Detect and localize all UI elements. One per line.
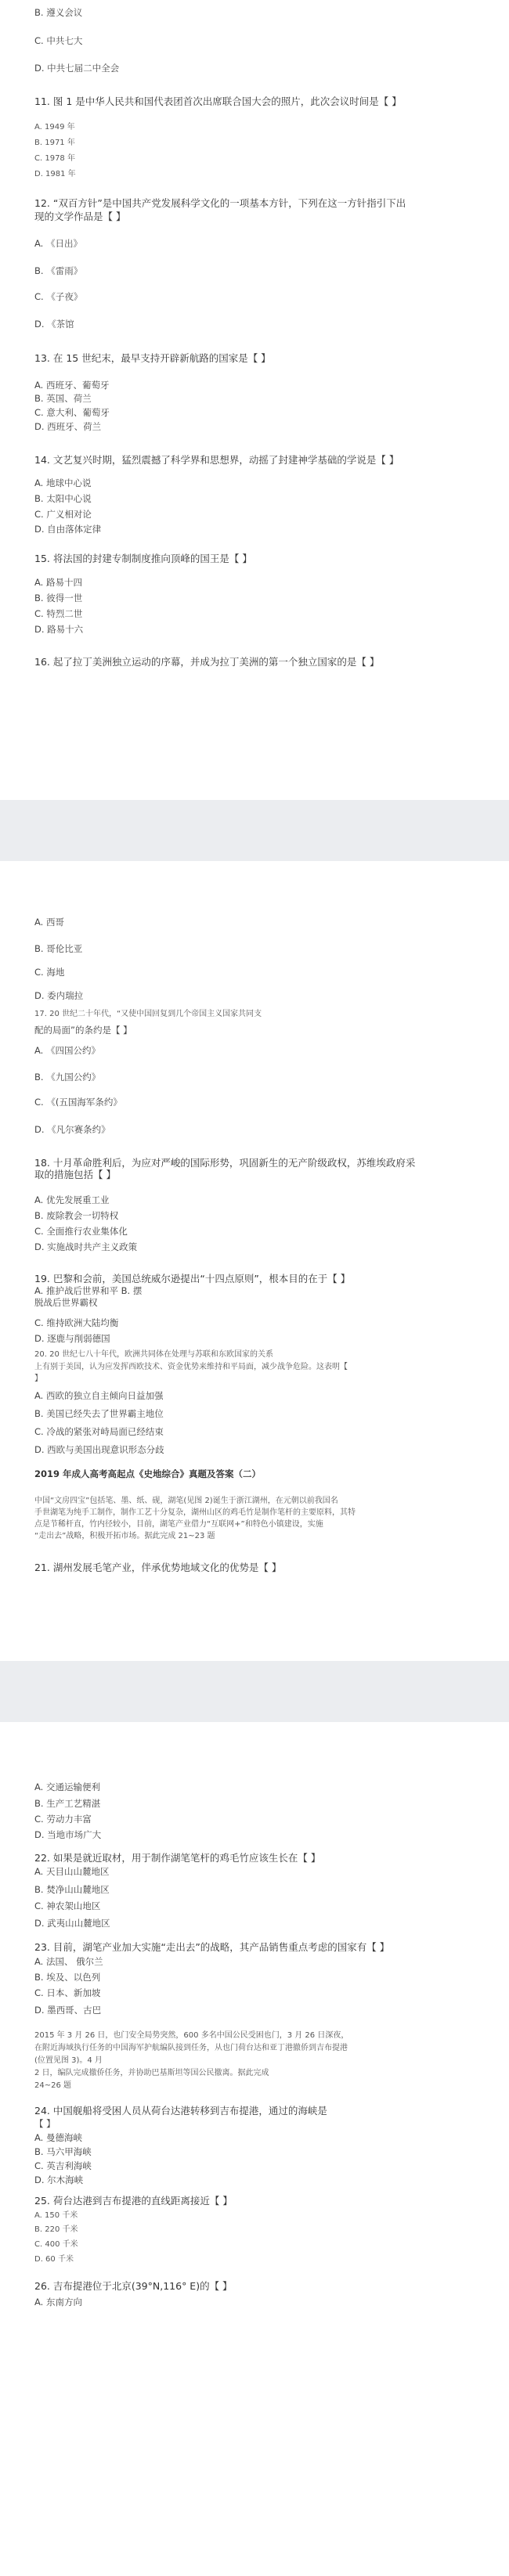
- text-line: B. 生产工艺精湛: [34, 1798, 101, 1809]
- text-line: C. 海地: [34, 967, 65, 978]
- question-text: 15. 将法国的封建专制制度推向顶峰的国王是【 】: [34, 553, 252, 564]
- text-line: 17. 20 世纪二十年代，“又使中国回复到几个帝国主义国家共同支: [34, 1010, 262, 1018]
- text-line: C. 特烈二世: [34, 608, 83, 619]
- text-line: A. 西哥: [34, 917, 64, 928]
- text-line: A. 法国、 俄尔兰: [34, 1956, 103, 1967]
- question-text: 13. 在 15 世纪末，最早支持开辟新航路的国家是【 】: [34, 352, 271, 364]
- text-line: B. 美国已经失去了世界霸主地位: [34, 1408, 164, 1419]
- text-line: C. 《(五国海军条约》: [34, 1097, 122, 1108]
- section-heading: 2019 年成人高考高起点《史地综合》真题及答案（二）: [34, 1468, 262, 1479]
- text-line: 【 】: [34, 2118, 56, 2129]
- text-line: A. 150 千米: [34, 2211, 78, 2220]
- text-line: D. 自由落体定律: [34, 524, 102, 535]
- text-line: A. 曼德海峡: [34, 2132, 82, 2143]
- text-line: C. 英吉利海峡: [34, 2160, 92, 2171]
- text-line: D. 60 千米: [34, 2255, 74, 2264]
- text-line: A. 1949 年: [34, 123, 75, 132]
- question-text: 现的文学作品是【 】: [34, 211, 126, 222]
- text-line: B. 埃及、以色列: [34, 1972, 101, 1983]
- question-text: 25. 荷台达港到吉布提港的直线距离接近【 】: [34, 2195, 233, 2207]
- text-line: 点是节稀杆直，竹内径较小，目前，湖笔产业借力“互联网+”和特色小镇建设，实施: [34, 1520, 323, 1529]
- text-line: B. 太阳中心说: [34, 493, 92, 504]
- text-line: 2015 年 3 月 26 日，也门安全局势突然，600 多名中国公民受困也门，3 月 26 日深夜，: [34, 2031, 349, 2040]
- document-page-3: [0, 1722, 509, 2576]
- question-text: 取的措施包括【 】: [34, 1169, 116, 1180]
- text-line: C. 全面推行农业集体化: [34, 1226, 128, 1237]
- question-text: 24. 中国舰船将受困人员从荷台达港转移到吉布提港，通过的海峡是: [34, 2105, 327, 2117]
- question-text: 23. 目前，湖笔产业加大实施“走出去”的战略，其产品销售重点考虑的国家有【 】: [34, 1941, 390, 1953]
- text-line: C. 意大利、葡萄牙: [34, 407, 110, 418]
- question-text: 18. 十月革命胜利后，为应对严峻的国际形势，巩固新生的无产阶级政权，苏维埃政府采: [34, 1157, 416, 1169]
- text-line: B. 马六甲海峡: [34, 2146, 92, 2157]
- text-line: B. 220 千米: [34, 2225, 78, 2234]
- question-text: 11. 图 1 是中华人民共和国代表团首次出席联合国大会的照片，此次会议时间是【 】: [34, 95, 402, 107]
- text-line: A. 西班牙、葡萄牙: [34, 380, 110, 391]
- text-line: D. 《茶馆: [34, 319, 74, 330]
- text-line: C. 中共七大: [34, 35, 83, 46]
- text-line: D. 武夷山山麓地区: [34, 1918, 110, 1929]
- text-line: C. 日本、新加坡: [34, 1987, 101, 1998]
- text-line: B. 废除教会一切特权: [34, 1210, 119, 1221]
- text-line: A. 《四国公约》: [34, 1045, 100, 1056]
- question-text: 19. 巴黎和会前，美国总统威尔逊提出“十四点原则”，根本目的在于【 】: [34, 1273, 351, 1284]
- text-line: C. 维持欧洲大陆均衡: [34, 1317, 119, 1328]
- text-line: A. 《日出》: [34, 238, 82, 249]
- text-line: D. 逐鹿与削弱德国: [34, 1333, 110, 1344]
- text-line: 中国“文房四宝”包括笔、墨、纸、砚，湖笔(见图 2)诞生于浙江湖州，在元朝以前我国名: [34, 1497, 338, 1505]
- text-line: C. 《子夜》: [34, 291, 83, 302]
- text-line: D. 《凡尔赛条约》: [34, 1124, 110, 1135]
- document-page-2: [0, 861, 509, 1661]
- text-line: A. 西欧的独立自主倾向日益加强: [34, 1390, 164, 1401]
- text-line: B. 《九国公约》: [34, 1072, 101, 1083]
- text-line: A. 优先发展重工业: [34, 1194, 110, 1205]
- text-line: B. 英国、荷兰: [34, 393, 92, 404]
- text-line: D. 西班牙、荷兰: [34, 421, 102, 432]
- document-page-1: [0, 0, 509, 800]
- text-line: D. 1981 年: [34, 170, 76, 178]
- page-separator: [0, 800, 509, 861]
- text-line: B. 《雷雨》: [34, 265, 83, 276]
- text-line: D. 西欧与美国出现意识形态分歧: [34, 1444, 164, 1455]
- text-line: 配的局面”的条约是【 】: [34, 1025, 132, 1036]
- text-line: A. 地球中心说: [34, 477, 92, 488]
- text-line: A. 交通运输便利: [34, 1782, 100, 1792]
- text-line: C. 广义相对论: [34, 509, 92, 520]
- text-line: 上有别于美国，认为应发挥西欧技术、资金优势来维持和平局面，减少战争危险。这表明【: [34, 1363, 348, 1371]
- text-line: B. 1971 年: [34, 139, 75, 147]
- text-line: B. 哥伦比亚: [34, 943, 83, 954]
- text-line: A. 推护战后世界和平 B. 摆: [34, 1285, 143, 1296]
- text-line: D. 尔木海峡: [34, 2174, 84, 2185]
- question-text: 21. 湖州发展毛笔产业，伴承优势地域文化的优势是【 】: [34, 1562, 282, 1573]
- text-line: 脱战后世界霸权: [34, 1297, 98, 1308]
- question-text: 14. 文艺复兴时期，猛烈震撼了科学界和思想界，动摇了封建神学基础的学说是【 】: [34, 454, 399, 466]
- text-line: A. 东南方向: [34, 2297, 82, 2308]
- text-line: B. 遵义会议: [34, 7, 83, 18]
- question-text: 16. 起了拉丁美洲独立运动的序幕，并成为拉丁美洲的第一个独立国家的是【 】: [34, 656, 380, 668]
- text-line: C. 冷战的紧张对峙局面已经结束: [34, 1426, 164, 1437]
- text-line: C. 400 千米: [34, 2240, 78, 2249]
- text-line: 24~26 题: [34, 2081, 72, 2090]
- text-line: 2 日，编队完成撤侨任务，并协助巴基斯坦等国公民撤离。据此完成: [34, 2069, 269, 2077]
- text-line: D. 路易十六: [34, 624, 84, 635]
- text-line: 20. 20 世纪七八十年代，欧洲共同体在处理与苏联和东欧国家的关系: [34, 1350, 273, 1359]
- text-line: D. 实施战时共产主义政策: [34, 1241, 138, 1252]
- text-line: D. 中共七届二中全会: [34, 63, 120, 74]
- text-line: 在附近海域执行任务的中国海军护航编队接到任务，从也门荷台达和亚丁港撤侨到吉布提港: [34, 2044, 348, 2052]
- question-text: 26. 吉布提港位于北京(39°N,116° E)的【 】: [34, 2280, 233, 2292]
- text-line: A. 天目山山麓地区: [34, 1866, 110, 1877]
- text-line: A. 路易十四: [34, 577, 82, 588]
- text-line: “走出去”战略，积极开拓市场。据此完成 21~23 题: [34, 1532, 215, 1540]
- text-line: C. 1978 年: [34, 154, 75, 163]
- text-line: D. 当地市场广大: [34, 1829, 102, 1840]
- text-line: C. 劳动力丰富: [34, 1814, 92, 1825]
- text-line: 】: [34, 1374, 42, 1383]
- text-line: C. 神农架山地区: [34, 1900, 101, 1911]
- text-line: B. 彼得一世: [34, 593, 83, 603]
- text-line: (位置见图 3)。4 月: [34, 2056, 103, 2065]
- question-text: 12. “双百方针”是中国共产党发展科学文化的一项基本方针，下列在这一方针指引下出: [34, 197, 406, 209]
- text-line: D. 委内瑞拉: [34, 990, 84, 1001]
- text-line: B. 焚净山山麓地区: [34, 1884, 110, 1895]
- page-separator: [0, 1661, 509, 1722]
- question-text: 22. 如果是就近取材，用于制作湖笔笔杆的鸡毛竹应该生长在【 】: [34, 1852, 321, 1864]
- text-line: 手世湖笔为纯手工制作，制作工艺十分复杂，湖州山区的鸡毛竹是制作笔杆的主要原料，其特: [34, 1508, 356, 1517]
- text-line: D. 墨西哥、古巴: [34, 2005, 102, 2016]
